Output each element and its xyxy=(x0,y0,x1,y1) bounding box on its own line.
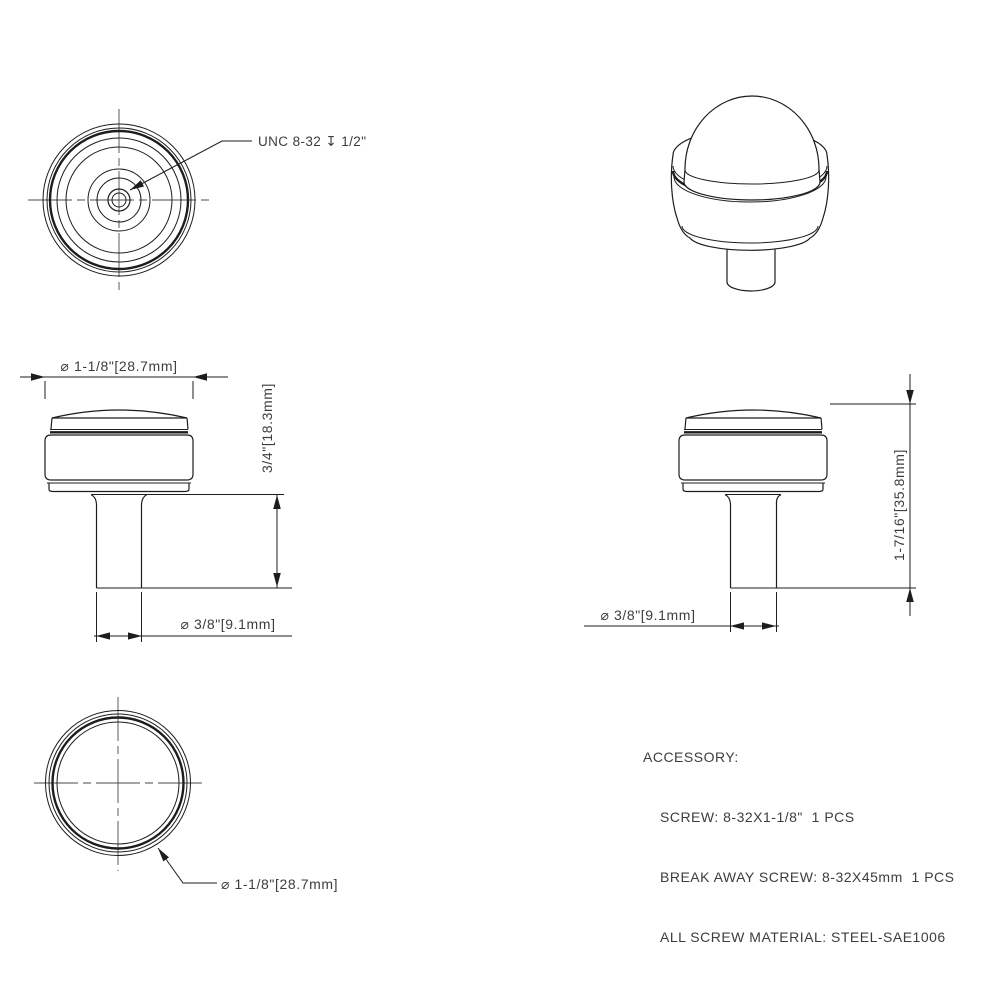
accessory-line-screw-material: ALL SCREW MATERIAL: STEEL-SAE1006 xyxy=(660,929,946,945)
dim-arrowhead xyxy=(273,573,281,587)
dim-arrowhead xyxy=(730,622,744,629)
accessory-line-screw: SCREW: 8-32X1-1/8" 1 PCS xyxy=(660,809,855,825)
dim-arrowhead xyxy=(128,632,142,639)
stem-diameter-dimension xyxy=(584,592,779,632)
accessory-title: ACCESSORY: xyxy=(643,749,739,765)
dim-arrowhead xyxy=(762,622,776,629)
knob-cap xyxy=(684,96,820,200)
knob-outline xyxy=(679,410,827,588)
side-view xyxy=(584,374,916,632)
overall-height-label: 1-7/16"[35.8mm] xyxy=(891,448,907,562)
dim-arrowhead xyxy=(96,632,110,639)
thread-depth-note: UNC 8-32 ↧ 1/2" xyxy=(258,134,367,149)
accessory-notes xyxy=(643,707,955,967)
bottom-view xyxy=(34,697,338,892)
dim-arrowhead xyxy=(906,390,914,404)
diameter-leader xyxy=(158,848,217,883)
stem-diameter-label: ⌀ 3/8"[9.1mm] xyxy=(180,616,276,632)
stem-diameter-dimension xyxy=(94,592,292,642)
top-view xyxy=(28,109,366,291)
knob-outline xyxy=(45,410,193,588)
dim-arrowhead xyxy=(31,373,45,381)
accessory-line-breakaway-screw: BREAK AWAY SCREW: 8-32X45mm 1 PCS xyxy=(660,869,955,885)
leader-arrowhead xyxy=(158,848,169,861)
head-diameter-label: ⌀ 1-1/8"[28.7mm] xyxy=(60,358,178,374)
thread-leader xyxy=(130,141,252,190)
front-view xyxy=(20,358,292,642)
bottom-diameter-label: ⌀ 1-1/8"[28.7mm] xyxy=(221,876,339,892)
dim-arrowhead xyxy=(273,495,281,509)
dim-arrowhead xyxy=(906,588,914,602)
stem-diameter-label: ⌀ 3/8"[9.1mm] xyxy=(600,607,696,623)
perspective-view xyxy=(671,96,828,291)
projection-label: 3/4"[18.3mm] xyxy=(259,383,275,473)
dim-arrowhead xyxy=(193,373,207,381)
projection-dimension xyxy=(91,383,292,588)
head-diameter-dimension xyxy=(20,358,228,399)
